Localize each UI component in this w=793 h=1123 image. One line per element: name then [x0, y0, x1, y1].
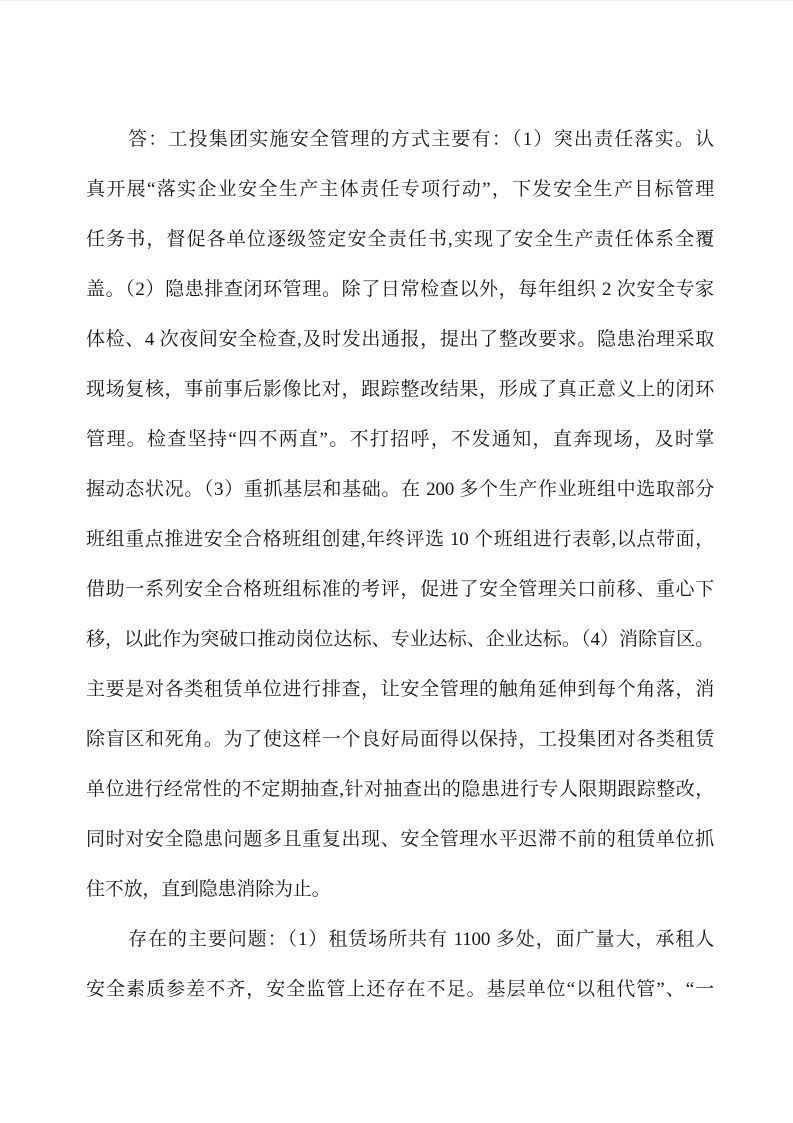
text-line: 任务书，督促各单位逐级签定安全责任书,实现了安全生产责任体系全覆 — [86, 229, 714, 250]
text-line: 现场复核，事前事后影像比对，跟踪整改结果，形成了真正意义上的闭环 — [86, 379, 714, 400]
paragraph — [86, 115, 714, 915]
text-line: 住不放，直到隐患消除为止。 — [86, 879, 331, 900]
text-line: 班组重点推进安全合格班组创建,年终评选 10 个班组进行表彰,以点带面， — [86, 529, 714, 550]
text-line: 盖。（2）隐患排查闭环管理。除了日常检查以外，每年组织 2 次安全专家 — [86, 279, 714, 300]
text-line: 管理。检查坚持“四不两直”。不打招呼，不发通知，直奔现场，及时掌 — [86, 429, 714, 450]
document-body — [86, 115, 714, 1015]
text-line: 借助一系列安全合格班组标准的考评，促进了安全管理关口前移、重心下 — [86, 579, 714, 600]
text-line: 真开展“落实企业安全生产主体责任专项行动”，下发安全生产目标管理 — [86, 179, 714, 200]
paragraph — [86, 915, 714, 1015]
text-line: 体检、4 次夜间安全检查,及时发出通报，提出了整改要求。隐患治理采取 — [86, 329, 714, 350]
text-line: 存在的主要问题：（1）租赁场所共有 1100 多处，面广量大，承租人 — [128, 929, 714, 950]
text-line: 答：工投集团实施安全管理的方式主要有：（1）突出责任落实。认 — [128, 129, 714, 150]
text-line: 同时对安全隐患问题多且重复出现、安全管理水平迟滞不前的租赁单位抓 — [86, 829, 714, 850]
text-line: 握动态状况。（3）重抓基层和基础。在 200 多个生产作业班组中选取部分 — [86, 479, 714, 500]
text-line: 单位进行经常性的不定期抽查,针对抽查出的隐患进行专人限期跟踪整改， — [86, 779, 714, 800]
text-line: 移，以此作为突破口推动岗位达标、专业达标、企业达标。（4）消除盲区。 — [86, 629, 714, 650]
text-line: 主要是对各类租赁单位进行排查，让安全管理的触角延伸到每个角落，消 — [86, 679, 714, 700]
text-line: 除盲区和死角。为了使这样一个良好局面得以保持，工投集团对各类租赁 — [86, 729, 714, 750]
text-line: 安全素质参差不齐，安全监管上还存在不足。基层单位“以租代管”、“一 — [86, 979, 714, 1000]
